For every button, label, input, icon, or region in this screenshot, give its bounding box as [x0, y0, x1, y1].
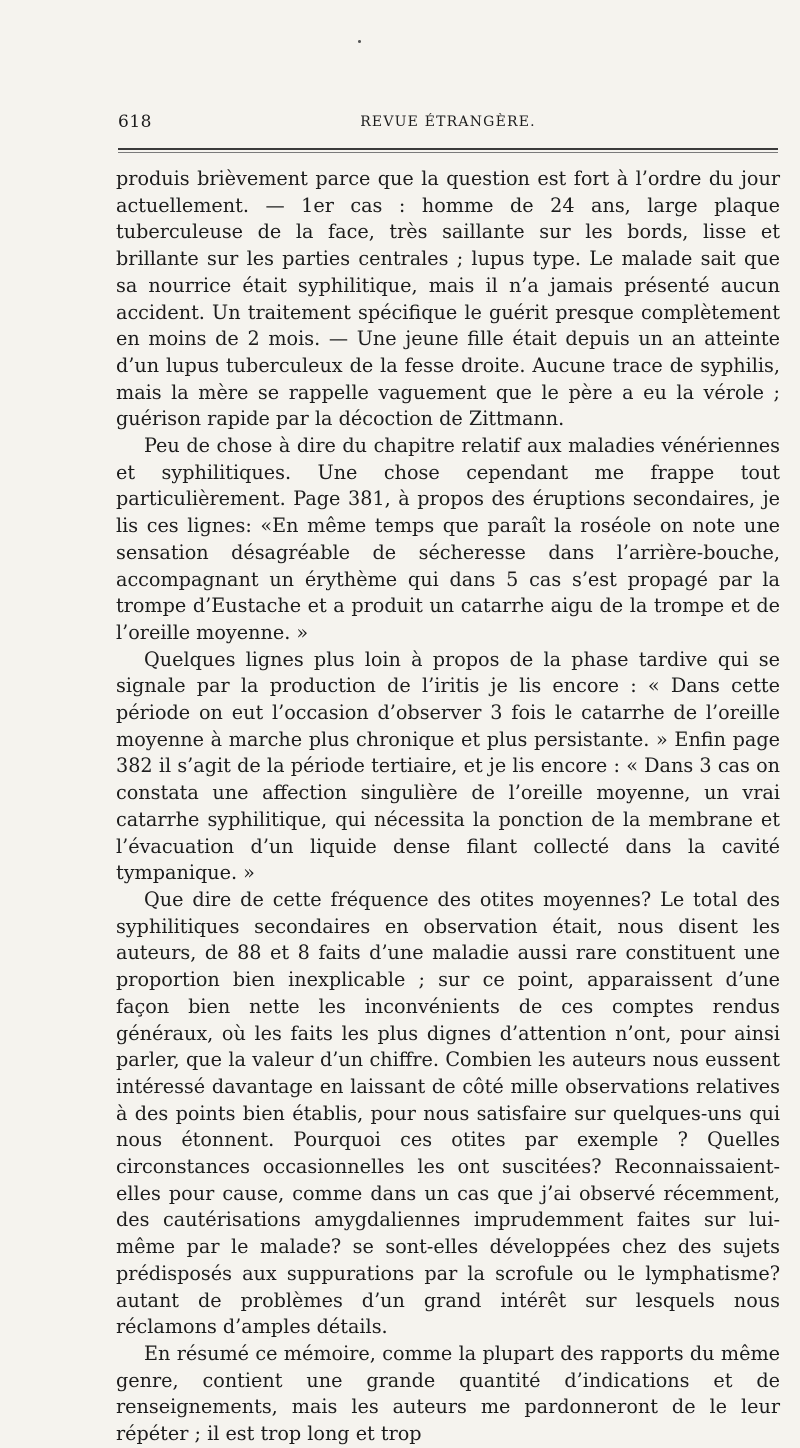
paragraph-2: Peu de chose à dire du chapitre relatif aux maladies vénériennes et syphilitiques. Une chose cependant me frappe tout particulièrement. Page 381, à propos des éruptions secondaires, je lis ces lignes: «En même temps que paraît la roséole on note une sensation désagréable de sécheresse dans l’arrière-bouche, accompagnant un érythème qui dans 5 cas s’est propagé par la trompe d’Eustache et a produit un catarrhe aigu de la trompe et de l’oreille moyenne. » [116, 434, 780, 644]
body-text [116, 166, 780, 1448]
journal-title: REVUE ÉTRANGÈRE. [360, 114, 536, 130]
paragraph-1: produis brièvement parce que la question est fort à l’ordre du jour actuellement. — 1er cas : homme de 24 ans, large plaque tuberculeuse de la face, très saillante sur les bords, lisse et brillante sur les parties centrales ; lupus type. Le malade sait que sa nourrice était syphilitique, mais il n’a jamais présenté aucun accident. Un traitement spécifique le guérit presque complètement en moins de 2 mois. — Une jeune fille était depuis un an atteinte d’un lupus tuberculeux de la fesse droite. Aucune trace de syphilis, mais la mère se rappelle vaguement que le père a eu la vérole ; guérison rapide par la décoction de Zittmann. [116, 167, 780, 431]
paragraph-5: En résumé ce mémoire, comme la plupart des rapports du même genre, contient une grande quantité d’indications et de renseignements, mais les auteurs me pardonneront de le leur répéter ; il est trop long et trop [116, 1341, 780, 1446]
ink-speck [358, 40, 361, 43]
margin-smudge [0, 1270, 40, 1390]
paragraph-3: Quelques lignes plus loin à propos de la phase tardive qui se signale par la production de l’iritis je lis encore : « Dans cette période on eut l’occasion d’observer 3 fois le catarrhe de l’oreille moyenne à marche plus chronique et plus persistante. » Enfin page 382 il s’agit de la période tertiaire, et je lis encore : « Dans 3 cas on constata une affection singulière de l’oreille moyenne, un vrai catarrhe syphilitique, qui nécessita la ponction de la membrane et l’évacuation d’un liquide dense filant collecté dans la cavité tympanique. » [116, 647, 780, 885]
header-rule-thin [118, 152, 778, 153]
running-head [118, 112, 778, 142]
page-number: 618 [118, 112, 152, 132]
paragraph-4: Que dire de cette fréquence des otites moyennes? Le total des syphilitiques secondaires en observation était, nous disent les auteurs, de 88 et 8 faits d’une maladie aussi rare constituent une proportion bien inexplicable ; sur ce point, apparaissent d’une façon bien nette les inconvénients de ces comptes rendus généraux, où les faits les plus dignes d’attention n’ont, pour ainsi parler, que la valeur d’un chiffre. Combien les auteurs nous eussent intéressé davantage en laissant de côté mille observations relatives à des points bien établis, pour nous satisfaire sur quelques-uns qui nous étonnent. Pourquoi ces otites par exemple ? Quelles circonstances occasionnelles les ont suscitées? Reconnaissaient-elles pour cause, comme dans un cas que j’ai observé récemment, des cautérisations amygdaliennes imprudemment faites sur lui-même par le malade? se sont-elles développées chez des sujets prédisposés aux suppurations par la scrofule ou le lymphatisme? autant de problèmes d’un grand intérêt sur lesquels nous réclamons d’amples détails. [116, 887, 780, 1339]
header-rule [118, 148, 778, 150]
